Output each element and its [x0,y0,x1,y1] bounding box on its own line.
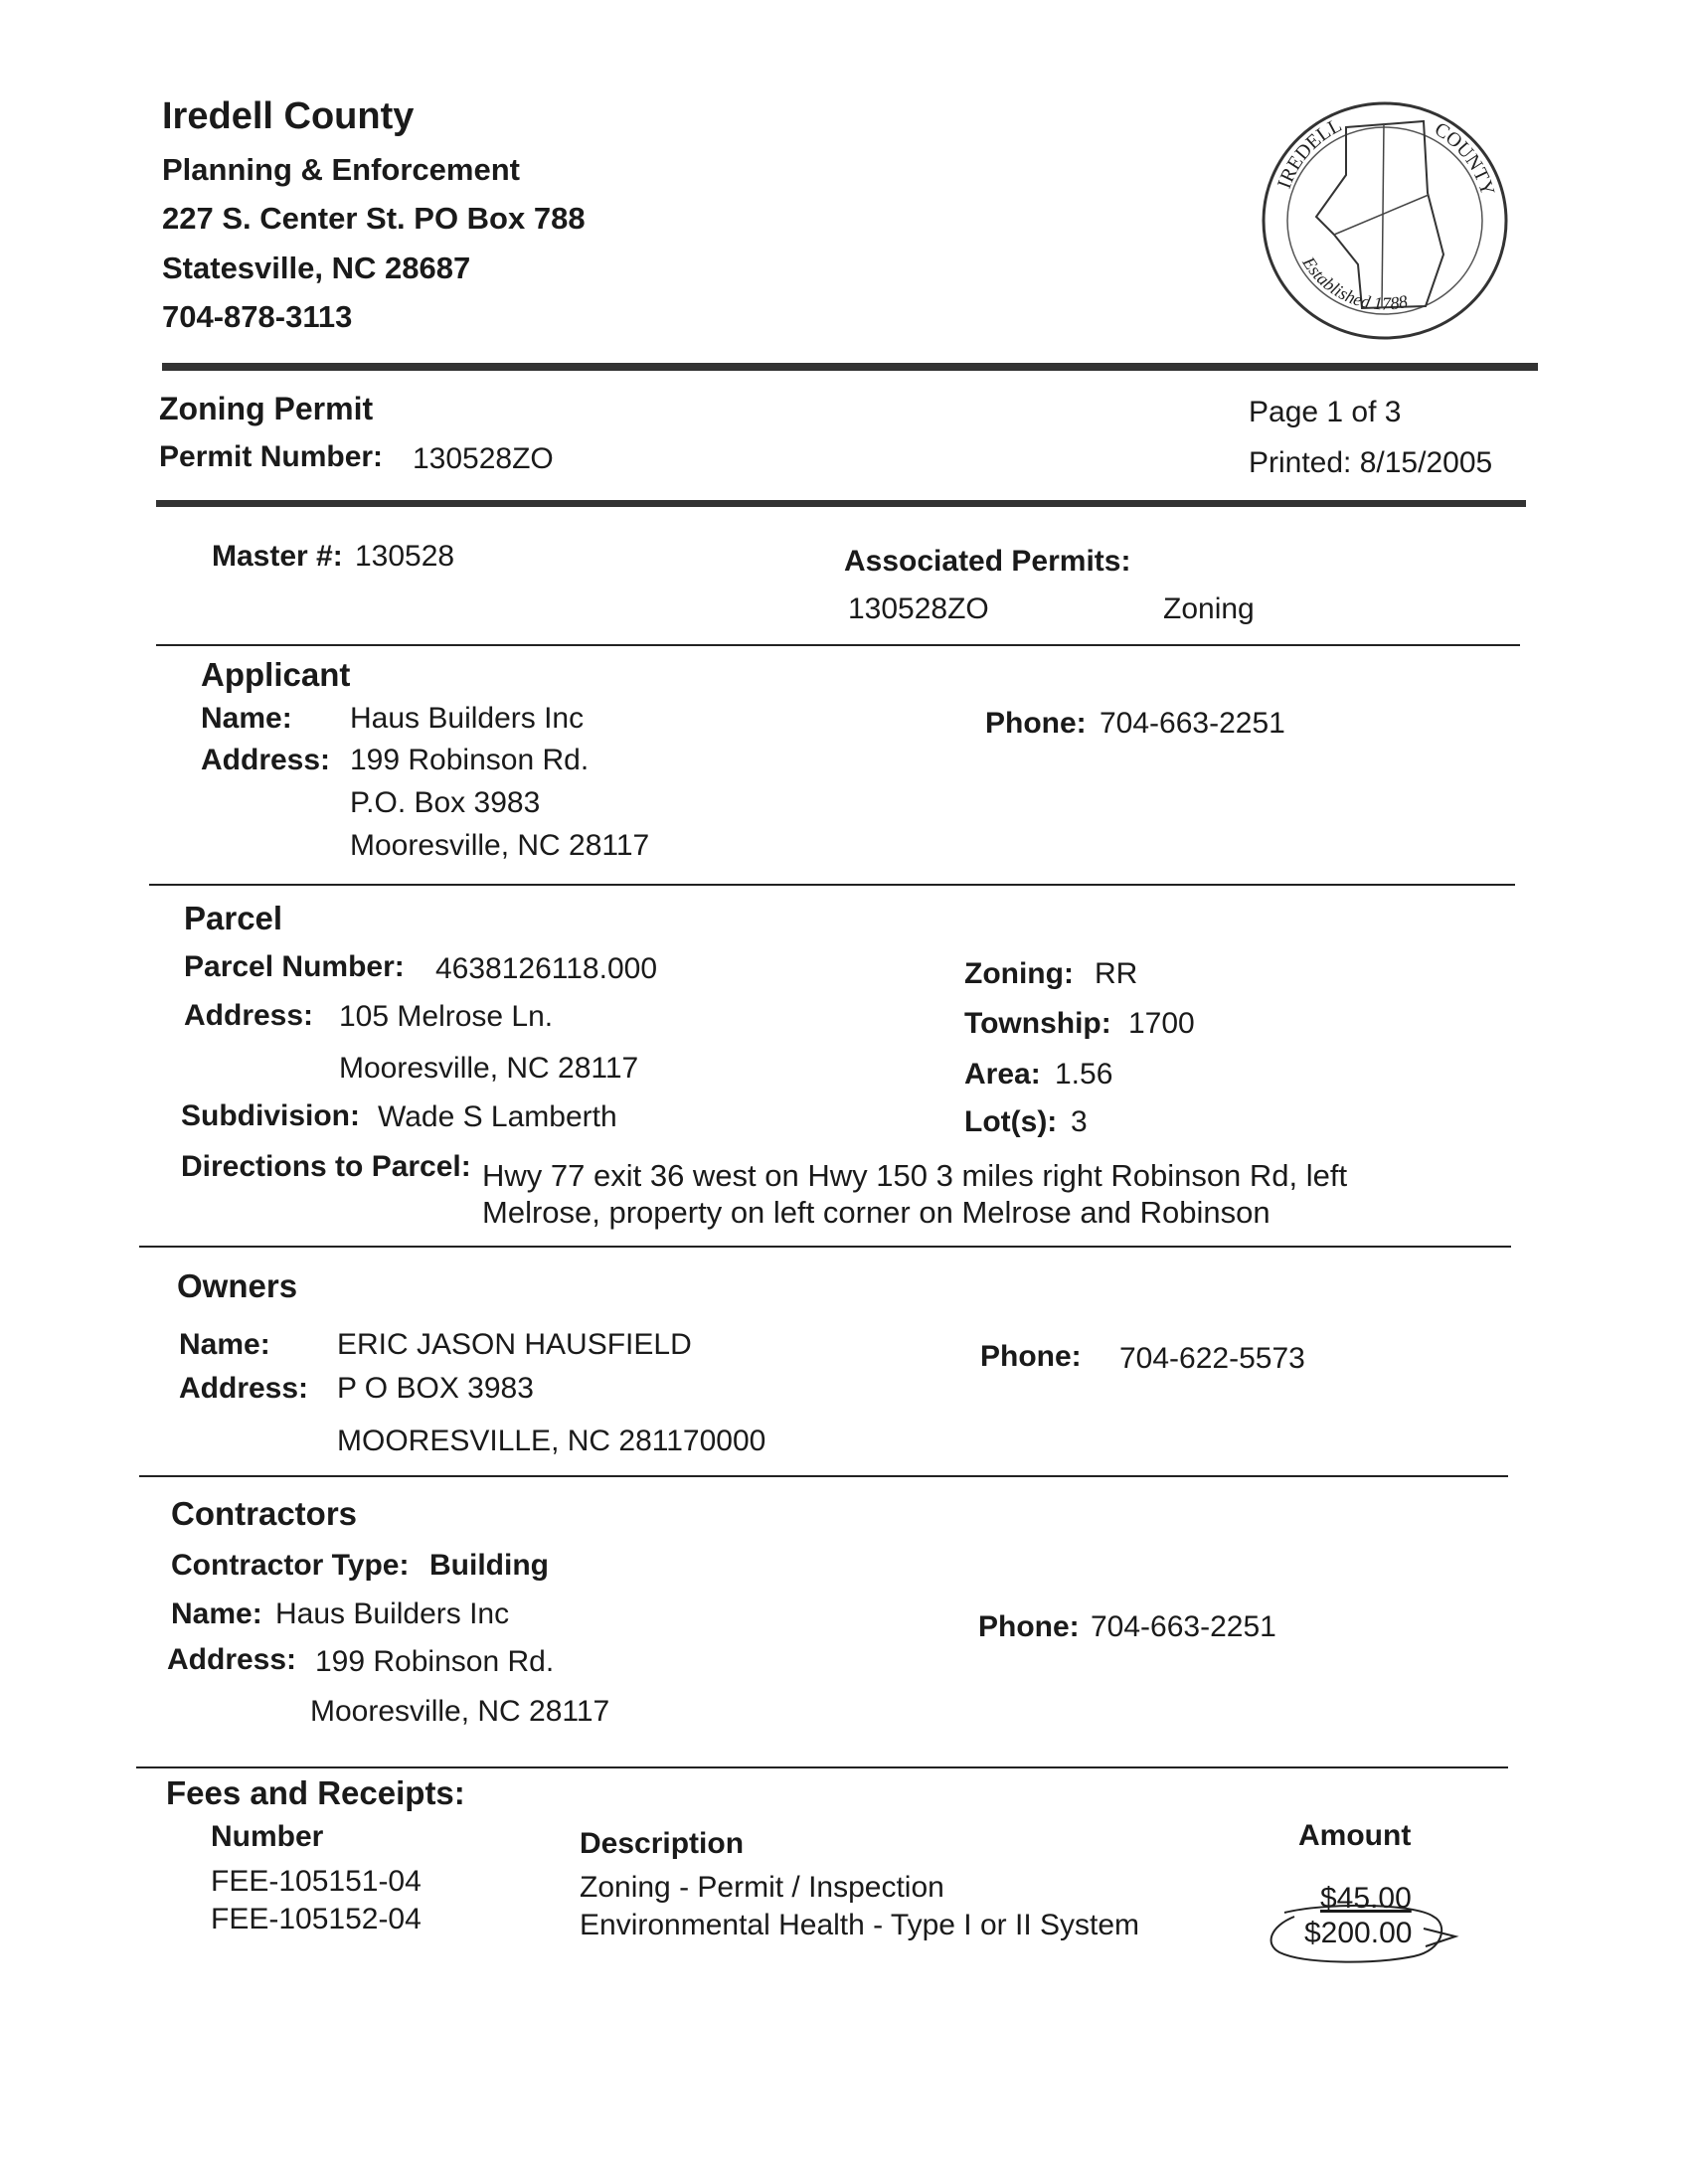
printed-date: Printed: 8/15/2005 [1249,446,1493,479]
divider [139,1475,1508,1477]
fee-number: FEE-105152-04 [211,1903,422,1935]
header-address-line1: 227 S. Center St. PO Box 788 [162,201,586,236]
applicant-phone: 704-663-2251 [1100,707,1285,740]
area-label: Area: [964,1058,1041,1091]
directions-line: Melrose, property on left corner on Melrose and Robinson [482,1195,1270,1230]
zoning-label: Zoning: [964,957,1074,990]
contractor-address-line: Mooresville, NC 28117 [310,1695,610,1728]
department-name: Planning & Enforcement [162,152,520,187]
directions-label: Directions to Parcel: [181,1150,471,1183]
contractor-name: Haus Builders Inc [275,1597,510,1630]
parcel-section-title: Parcel [184,900,283,936]
permit-number: 130528ZO [413,442,554,475]
county-name: Iredell County [162,95,415,137]
parcel-number: 4638126118.000 [435,952,658,985]
parcel-address-label: Address: [184,999,314,1032]
owner-phone: 704-622-5573 [1119,1342,1305,1375]
associated-permit-number: 130528ZO [848,592,989,625]
fees-col-number: Number [211,1820,324,1853]
lots-label: Lot(s): [964,1105,1058,1138]
fees-col-description: Description [580,1827,745,1860]
contractor-address-line: 199 Robinson Rd. [315,1645,555,1678]
county-seal-icon [1255,95,1515,346]
divider [136,1766,1508,1768]
fee-amount: $200.00 [1304,1917,1413,1949]
seal-bottom-text: Established 1788 [1298,252,1410,314]
owner-address-line: P O BOX 3983 [337,1372,534,1405]
seal-top-text: IREDELL [1272,114,1346,192]
header-phone: 704-878-3113 [162,299,353,334]
svg-text:Established 1788 [1298,252,1410,314]
applicant-section-title: Applicant [201,656,351,693]
divider [139,1246,1511,1248]
divider [156,644,1520,646]
contractor-name-label: Name: [171,1597,262,1630]
contractor-phone-label: Phone: [978,1610,1080,1643]
header-divider [162,363,1538,371]
fee-description: Environmental Health - Type I or II System [580,1909,1140,1941]
master-number: 130528 [355,540,455,573]
fee-number: FEE-105151-04 [211,1865,422,1898]
applicant-name-label: Name: [201,702,292,735]
owner-address-line: MOORESVILLE, NC 281170000 [337,1425,766,1457]
contractors-section-title: Contractors [171,1495,358,1532]
owners-section-title: Owners [177,1267,298,1304]
applicant-phone-label: Phone: [985,707,1087,740]
township-value: 1700 [1128,1007,1195,1040]
parcel-address-line: Mooresville, NC 28117 [339,1052,639,1085]
fee-amount: $45.00 [1320,1882,1412,1915]
permit-divider [156,500,1526,507]
divider [149,884,1515,886]
township-label: Township: [964,1007,1111,1040]
zoning-value: RR [1095,957,1138,990]
fees-col-amount: Amount [1298,1819,1412,1852]
permit-title: Zoning Permit [159,391,374,426]
fee-description: Zoning - Permit / Inspection [580,1871,944,1904]
contractor-type-value: Building [429,1549,549,1582]
subdivision-label: Subdivision: [181,1099,360,1132]
seal-right-text: COUNTY [1431,117,1499,199]
applicant-name: Haus Builders Inc [350,702,585,735]
parcel-number-label: Parcel Number: [184,950,405,983]
owner-name-label: Name: [179,1328,270,1361]
contractor-phone: 704-663-2251 [1091,1610,1276,1643]
associated-permit-type: Zoning [1163,592,1255,625]
owner-phone-label: Phone: [980,1340,1082,1373]
fees-section-title: Fees and Receipts: [166,1774,465,1811]
handwritten-circle-mark [1265,1901,1463,1970]
applicant-address-line: P.O. Box 3983 [350,786,541,819]
directions-line: Hwy 77 exit 36 west on Hwy 150 3 miles right Robinson Rd, left [482,1158,1348,1193]
associated-permits-label: Associated Permits: [844,545,1131,578]
contractor-address-label: Address: [167,1643,297,1676]
lots-value: 3 [1071,1105,1088,1138]
parcel-address-line: 105 Melrose Ln. [339,1000,554,1033]
master-label: Master #: [212,540,343,573]
header-address-line2: Statesville, NC 28687 [162,251,471,285]
applicant-address-label: Address: [201,744,331,776]
applicant-address-line: 199 Robinson Rd. [350,744,590,776]
area-value: 1.56 [1055,1058,1113,1091]
owner-name: ERIC JASON HAUSFIELD [337,1328,692,1361]
page-indicator: Page 1 of 3 [1249,396,1402,428]
contractor-type-label: Contractor Type: [171,1549,410,1582]
permit-number-label: Permit Number: [159,440,384,473]
subdivision-value: Wade S Lamberth [378,1100,617,1133]
applicant-address-line: Mooresville, NC 28117 [350,829,650,862]
owner-address-label: Address: [179,1372,309,1405]
